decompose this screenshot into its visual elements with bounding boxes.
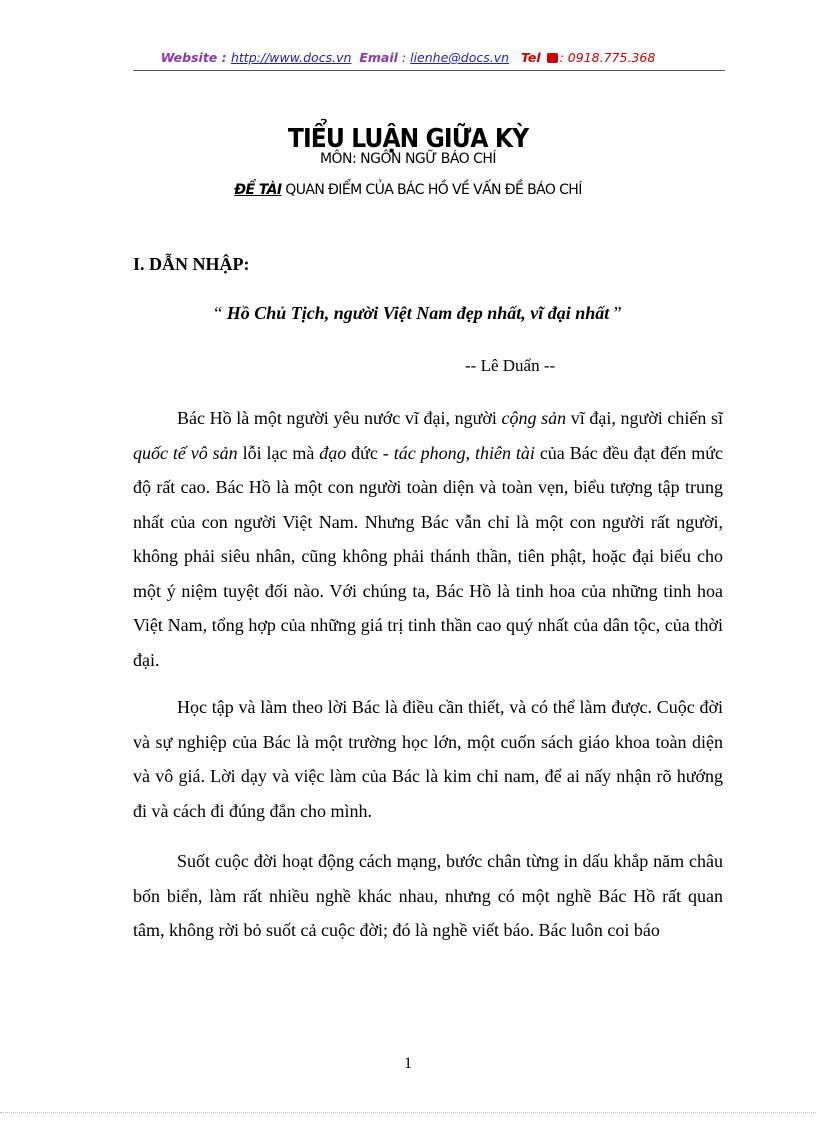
- italic-term: thiên tài: [475, 442, 535, 463]
- email-label: Email: [359, 50, 398, 65]
- epigraph-quote: [0, 303, 816, 324]
- section-heading: I. DẪN NHẬP:: [133, 254, 250, 274]
- topic-label: ĐỀ TÀI: [234, 182, 282, 198]
- text-run: Bác Hồ là một người yêu nước vĩ đại, người: [177, 408, 502, 428]
- document-title: TIỂU LUẬN GIỮA KỲ: [287, 124, 529, 154]
- page-number: 1: [404, 1055, 412, 1072]
- quote-open: “: [214, 303, 227, 323]
- text-run: đức -: [346, 442, 394, 463]
- website-link[interactable]: http://www.docs.vn: [230, 50, 352, 65]
- quote-text: Hồ Chủ Tịch, người Việt Nam đẹp nhất, vĩ đại nhất: [226, 303, 610, 323]
- phone-icon: [547, 53, 558, 63]
- quote-author: -- Lê Duẩn --: [465, 356, 556, 375]
- text-run: vĩ đại, người chiến sĩ: [566, 408, 723, 428]
- topic-text: QUAN ĐIỂM CỦA BÁC HỒ VỀ VẤN ĐỀ BÁO CHÍ: [281, 182, 582, 198]
- header-rule: [133, 70, 725, 71]
- italic-term: đạo: [319, 442, 347, 463]
- italic-term: quốc tế vô sản: [133, 442, 238, 463]
- email-separator: :: [397, 50, 411, 65]
- tel-label: Tel: [520, 50, 541, 65]
- topic-line: [0, 182, 816, 198]
- page-header: [0, 50, 816, 65]
- quote-close: ”: [609, 303, 622, 323]
- italic-term: cộng sản: [501, 408, 567, 428]
- tel-value: : 0918.775.368: [559, 50, 656, 65]
- subject-line: MÔN: NGÔN NGỮ BÁO CHÍ: [319, 151, 497, 167]
- text-run: của Bác đều đạt đến mức độ rất cao. Bác Hồ là một con người toàn diện và toàn vẹn, biểu tượng tập trung nhất của con người Việt Nam. Nhưng Bác vẫn chỉ là một con người rất người, không phải siêu nhân, cũng không phải thánh thần, tiên phật, hoặc đại biểu cho một ý niệm tuyệt đối nào. Với chúng ta, Bác Hồ là tinh hoa của những tinh hoa Việt Nam, tổng hợp của những giá trị tinh thần cao quý nhất của dân tộc, của thời đại.: [133, 442, 723, 670]
- italic-term: tác phong: [393, 442, 466, 463]
- email-link[interactable]: lienhe@docs.vn: [410, 50, 510, 65]
- paragraph-2: Học tập và làm theo lời Bác là điều cần thiết, và có thể làm được. Cuộc đời và sự nghiệp của Bác là một trường học lớn, một cuốn sách giáo khoa toàn diện và vô giá. Lời dạy và việc làm của Bác là kim chỉ nam, để ai nấy nhận rõ hướng đi và cách đi đúng đắn cho mình.: [133, 697, 723, 821]
- text-run: ,: [465, 442, 476, 463]
- paragraph-3: Suốt cuộc đời hoạt động cách mạng, bước chân từng in dấu khắp năm châu bốn biển, làm rất nhiều nghề khác nhau, nhưng có một nghề Bác Hồ rất quan tâm, không rời bỏ suốt cả cuộc đời; đó là nghề viết báo. Bác luôn coi báo: [133, 851, 723, 940]
- text-run: lỗi lạc mà: [237, 442, 320, 463]
- website-label: Website :: [160, 50, 231, 65]
- footer-rule: [0, 1112, 816, 1113]
- paragraph-1: [133, 401, 723, 677]
